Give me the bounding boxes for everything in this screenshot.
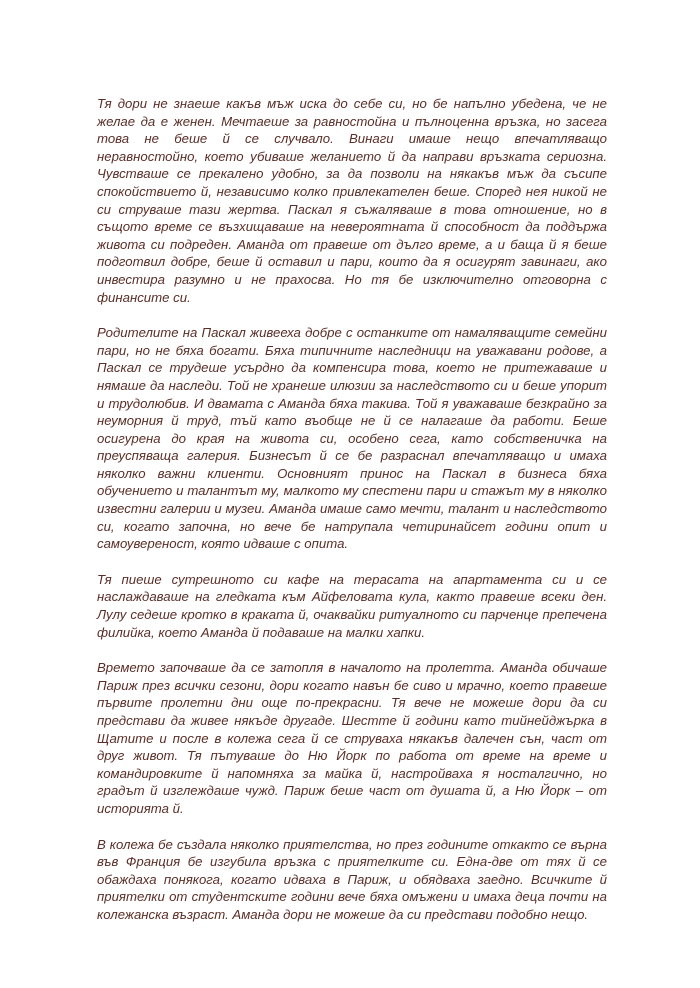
- paragraph-2: Родителите на Паскал живееха добре с останките от намаляващите семейни пари, но не бяха богати. Бяха типичните наследници на уважавани родове, а Паскал се трудеше усърдно да компенсира това, което не притежаваше и нямаше да наследи. Той не хранеше илюзии за наследството си и беше упорит и трудолюбив. И двамата с Аманда бяха такива. Той я уважаваше безкрайно за неуморния й труд, тъй като въобще не й се налагаше да работи. Беше осигурена до края на живота си, особено сега, като собственичка на преуспяваща галерия. Бизнесът й се бе разраснал впечатляващо и имаха няколко важни клиенти. Основният принос на Паскал в бизнеса бяха обучението и талантът му, малкото му спестени пари и стажът му в няколко известни галерии и музеи. Аманда имаше само мечти, талант и наследството си, когато започна, но вече бе натрупала четиринайсет години опит и самоувереност, която идваше с опита.: [97, 325, 607, 552]
- paragraph-4: Времето започваше да се затопля в началото на пролетта. Аманда обичаше Париж през всички сезони, дори когато навън бе сиво и мрачно, което правеше първите пролетни дни още по-прекрасни. Тя вече не можеше дори да си представи да живее някъде другаде. Шестте й години като тийнейджърка в Щатите и после в колежа сега й се струваха някакъв далечен сън, част от друг живот. Тя пътуваше до Ню Йорк по работа от време на време и командировките й напомняха за майка й, настройваха я носталгично, но градът й изглеждаше чужд. Париж беше част от душата й, а Ню Йорк – от историята й.: [97, 660, 607, 816]
- paragraph-1: Тя дори не знаеше какъв мъж иска до себе си, но бе напълно убедена, че не желае да е женен. Мечтаеше за равностойна и пълноценна връзка, но засега това не беше й се случвало. Винаги имаше нещо впечатляващо неравностойно, което убиваше желанието й да направи връзката сериозна. Чувстваше се прекалено удобно, за да позволи на някакъв мъж да съсипе спокойствието й, независимо колко привлекателен беше. Според нея никой не си струваше тази жертва. Паскал я съжаляваше в това отношение, но в същото време се възхищаваше на невероятната й способност да поддържа живота си подреден. Аманда от правеше от дълго време, а и баща й я беше подготвил добре, беше й оставил и пари, които да я осигурят завинаги, ако инвестира разумно и не прахосва. Но тя бе изключително отговорна с финансите си.: [97, 96, 607, 305]
- paragraph-5: В колежа бе създала няколко приятелства, но през годините откакто се върна във Франция бе изгубила връзка с приятелките си. Една-две от тях й се обаждаха понякога, когато идваха в Париж, и обядваха заедно. Всичките й приятелки от студентските години вече бяха омъжени и имаха деца почти на колежанска възраст. Аманда дори не можеше да си представи подобно нещо.: [97, 836, 607, 922]
- paragraph-3: Тя пиеше сутрешното си кафе на терасата на апартамента си и се наслаждаваше на гледката към Айфеловата кула, както правеше всеки ден. Лулу седеше кротко в краката й, очаквайки ритуалното си парченце препечена филийка, което Аманда й подаваше на малки хапки.: [97, 571, 607, 640]
- body-text: [97, 95, 607, 942]
